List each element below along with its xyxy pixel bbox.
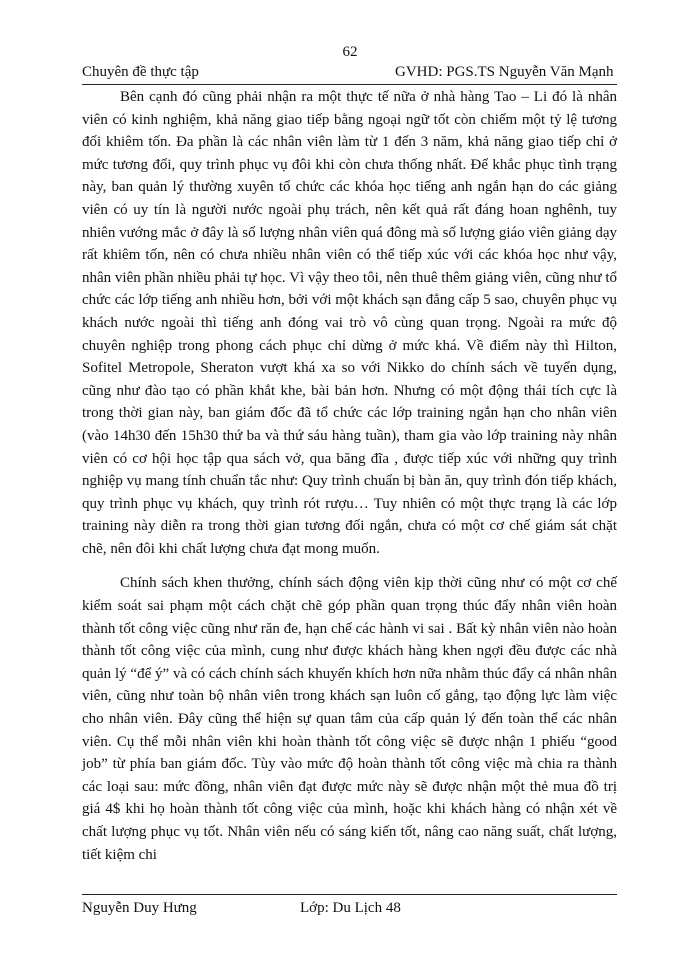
paragraph-reward-policy: Chính sách khen thưởng, chính sách động viên kịp thời cũng như có một cơ chế kiểm soát sai phạm một cách chặt chẽ góp phần quan trọng thúc đẩy nhân viên hoàn thành tốt công việc cũng như răn đe, hạn chế các hành vi sai . Bất kỳ nhân viên nào hoàn thành tốt công việc của mình, cung như được khách hàng khen ngợi đều được các nhà quản lý “để ý” và có cách chính sách khuyến khích hơn nữa nhằm thúc đẩy cá nhân nhân viên, cũng như toàn bộ nhân viên trong khách sạn luôn cố gắng, tạo động lực làm việc cho nhân viên. Đây cũng thể hiện sự quan tâm của cấp quản lý đến toàn thể các nhân viên. Cụ thể mỗi nhân viên khi hoàn thành tốt công việc sẽ được nhận 1 phiếu “good job” từ phía ban giám đốc. Tùy vào mức độ hoàn thành tốt công việc mà chia ra thành các loại sau: mức đồng, nhân viên đạt được mức này sẽ được nhận một thẻ mua đồ trị giá 4$ khi họ hoàn thành tốt công việc của mình, hoặc khi khách hàng có nhận xét về chất lượng phục vụ tốt. Nhân viên nếu có sáng kiến tốt, nâng cao năng suất, chất lượng, tiết kiệm chi xyxy=(82,575,617,863)
paragraph-staff-training: Bên cạnh đó cũng phải nhận ra một thực tế nữa ở nhà hàng Tao – Li đó là nhân viên có kinh nghiệm, khả năng giao tiếp bằng ngoại ngữ tốt còn chiếm một tỷ lệ tương đối khiêm tốn. Đa phần là các nhân viên làm từ 1 đến 3 năm, khả năng giao tiếp chỉ ở mức tương đối, quy trình phục vụ đôi khi còn chưa thống nhất. Để khắc phục tình trạng này, ban quản lý thường xuyên tổ chức các khóa học tiếng anh ngắn hạn do các giảng viên có uy tín là người nước ngoài phụ trách, nên kết quả rất đáng hoan nghênh, tuy nhiên vướng mắc ở đây là số lượng nhân viên quá đông mà số lượng giáo viên giảng dạy rất khiêm tốn, nên có chưa nhiều nhân viên có thể tiếp xúc với các khóa học như vậy, nhân viên phần nhiều phải tự học. Vì vậy theo tôi, nên thuê thêm giảng viên, cũng như tổ chức các lớp tiếng anh nhiều hơn, bởi với một khách sạn đẳng cấp 5 sao, chuyên phục vụ khách nước ngoài thì tiếng anh đóng vai trò vô cùng quan trọng. Ngoài ra mức độ chuyên nghiệp trong phong cách phục chỉ dừng ở mức khá. Về điểm này thì Hilton, Sofitel Metropole, Sheraton vượt khá xa so với Nikko do chính sách về tuyển dụng, cũng như đào tạo có phần khắt khe, bài bản hơn. Nhưng có một động thái tích cực là trong thời gian này, ban giám đốc đã tổ chức các lớp training ngắn hạn cho nhân viên (vào 14h30 đến 15h30 thứ ba và thứ sáu hàng tuần), tham gia vào lớp training này nhân viên có cơ hội học tập qua sách vở, qua băng đĩa , được tiếp xúc với những quy trình nghiệp vụ mang tính chuẩn tắc như: Quy trình chuẩn bị bàn ăn, quy trình đón tiếp khách, quy trình phục vụ khách, quy trình rót rượu… Tuy nhiên có một thực trạng là các lớp training này diễn ra trong thời gian tương đối ngắn, chưa có một cơ chế giám sát chặt chẽ, nên đôi khi chất lượng chưa đạt mong muốn. xyxy=(82,89,617,557)
header-supervisor: GVHD: PGS.TS Nguyễn Văn Mạnh xyxy=(395,64,614,80)
footer-divider xyxy=(82,894,617,895)
footer-author: Nguyễn Duy Hưng xyxy=(82,900,197,916)
footer-class: Lớp: Du Lịch 48 xyxy=(300,900,401,916)
header-document-type: Chuyên đề thực tập xyxy=(82,64,199,80)
header-divider xyxy=(82,84,617,85)
document-body xyxy=(82,86,617,866)
page-number: 62 xyxy=(342,44,358,60)
